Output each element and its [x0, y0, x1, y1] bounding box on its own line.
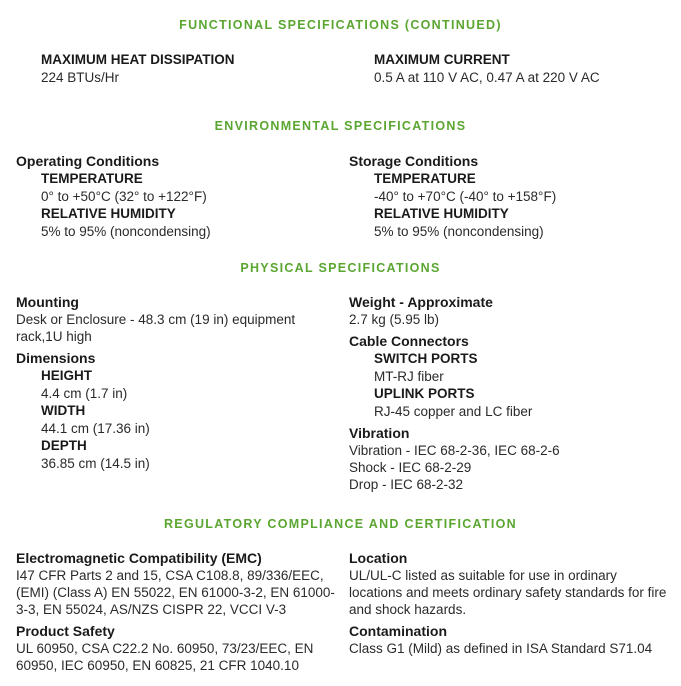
storage-humidity-value: 5% to 95% (noncondensing) — [374, 224, 544, 239]
max-current-label: MAXIMUM CURRENT — [374, 52, 510, 67]
vibration-line-2: Shock - IEC 68-2-29 — [349, 460, 472, 475]
max-current-block — [374, 51, 600, 86]
emc-heading: Electromagnetic Compatibility (EMC) — [16, 550, 262, 566]
cable-connectors-heading: Cable Connectors — [349, 333, 469, 349]
section-title-functional: FUNCTIONAL SPECIFICATIONS (CONTINUED) — [179, 18, 502, 32]
storage-conditions-block — [349, 152, 556, 240]
contamination-heading: Contamination — [349, 623, 447, 639]
width-label: WIDTH — [41, 403, 86, 418]
storage-temperature-label: TEMPERATURE — [374, 171, 476, 186]
operating-humidity-value: 5% to 95% (noncondensing) — [41, 224, 211, 239]
uplink-ports-label: UPLINK PORTS — [374, 386, 475, 401]
height-label: HEIGHT — [41, 368, 93, 383]
product-safety-line-2: 60950, IEC 60950, EN 60825, 21 CFR 1040.10 — [16, 658, 299, 673]
location-line-2: locations and meets ordinary safety standards for fire — [349, 585, 667, 600]
operating-temperature-value: 0° to +50°C (32° to +122°F) — [41, 189, 207, 204]
heat-dissipation-label: MAXIMUM HEAT DISSIPATION — [41, 52, 235, 67]
vibration-line-1: Vibration - IEC 68-2-36, IEC 68-2-6 — [349, 443, 560, 458]
contamination-value: Class G1 (Mild) as defined in ISA Standard S71.04 — [349, 641, 653, 656]
depth-label: DEPTH — [41, 438, 87, 453]
regulatory-right-column — [349, 549, 666, 657]
section-title-physical: PHYSICAL SPECIFICATIONS — [240, 261, 441, 275]
mounting-line-1: Desk or Enclosure - 48.3 cm (19 in) equipment — [16, 312, 296, 327]
product-safety-heading: Product Safety — [16, 623, 115, 639]
depth-value: 36.85 cm (14.5 in) — [41, 456, 150, 471]
physical-right-column — [349, 293, 560, 493]
mounting-line-2: rack,1U high — [16, 329, 92, 344]
product-safety-line-1: UL 60950, CSA C22.2 No. 60950, 73/23/EEC, EN — [16, 641, 314, 656]
storage-temperature-value: -40° to +70°C (-40° to +158°F) — [374, 189, 557, 204]
section-title-regulatory: REGULATORY COMPLIANCE AND CERTIFICATION — [163, 517, 517, 531]
weight-value: 2.7 kg (5.95 lb) — [349, 312, 440, 327]
physical-left-column — [16, 293, 295, 472]
operating-humidity-label: RELATIVE HUMIDITY — [41, 206, 176, 221]
operating-conditions-block — [16, 152, 211, 240]
operating-temperature-label: TEMPERATURE — [41, 171, 143, 186]
dimensions-heading: Dimensions — [16, 350, 96, 366]
height-value: 4.4 cm (1.7 in) — [41, 386, 128, 401]
location-line-3: and shock hazards. — [349, 602, 467, 617]
emc-line-3: 3-3, EN 55024, AS/NZS CISPR 22, VCCI V-3 — [16, 602, 287, 617]
heat-dissipation-block — [41, 51, 235, 86]
weight-heading: Weight - Approximate — [349, 294, 493, 310]
vibration-heading: Vibration — [349, 425, 410, 441]
emc-line-1: I47 CFR Parts 2 and 15, CSA C108.8, 89/336/EEC, — [16, 568, 324, 583]
vibration-line-3: Drop - IEC 68-2-32 — [349, 477, 464, 492]
heat-dissipation-value: 224 BTUs/Hr — [41, 70, 120, 85]
location-line-1: UL/UL-C listed as suitable for use in ordinary — [349, 568, 617, 583]
switch-ports-label: SWITCH PORTS — [374, 351, 478, 366]
width-value: 44.1 cm (17.36 in) — [41, 421, 150, 436]
section-title-environmental: ENVIRONMENTAL SPECIFICATIONS — [214, 119, 467, 133]
emc-line-2: (EMI) (Class A) EN 55022, EN 61000-3-2, EN 61000- — [16, 585, 335, 600]
regulatory-left-column — [16, 549, 335, 674]
max-current-value: 0.5 A at 110 V AC, 0.47 A at 220 V AC — [374, 70, 600, 85]
switch-ports-value: MT-RJ fiber — [374, 369, 444, 384]
operating-conditions-heading: Operating Conditions — [16, 153, 160, 169]
uplink-ports-value: RJ-45 copper and LC fiber — [374, 404, 533, 419]
storage-humidity-label: RELATIVE HUMIDITY — [374, 206, 509, 221]
location-heading: Location — [349, 550, 408, 566]
storage-conditions-heading: Storage Conditions — [349, 153, 479, 169]
mounting-heading: Mounting — [16, 294, 79, 310]
